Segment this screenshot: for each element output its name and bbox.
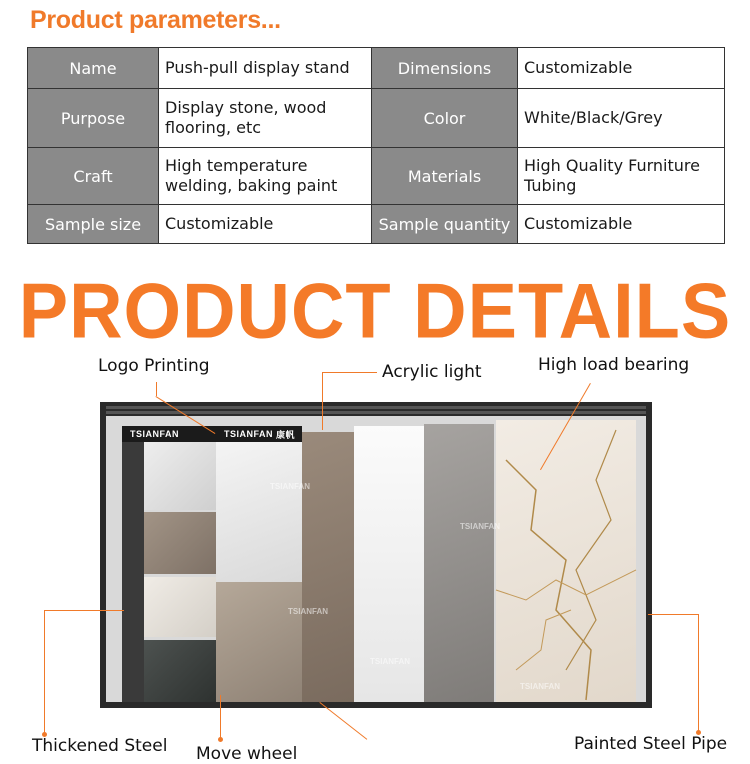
- callout-acrylic-light: Acrylic light: [382, 362, 482, 382]
- callout-thickened-steel: Thickened Steel: [32, 736, 168, 756]
- callout-line: [698, 614, 699, 732]
- callout-line: [44, 610, 45, 734]
- callout-line: [220, 695, 221, 739]
- callout-move-wheel: Move wheel: [196, 744, 298, 764]
- brand-strip: [216, 426, 302, 442]
- sample-panel: [302, 432, 354, 702]
- param-label: Purpose: [28, 89, 159, 148]
- top-rail: [106, 411, 646, 414]
- param-value: High temperature welding, baking paint: [159, 148, 372, 205]
- sample-panel: [122, 426, 144, 702]
- product-details-title: PRODUCT DETAILS: [18, 266, 732, 355]
- sample-panel: [144, 442, 216, 510]
- sample-panel: [144, 577, 216, 637]
- brand-strip: [122, 426, 216, 442]
- sample-panel: [144, 512, 216, 574]
- param-label: Dimensions: [372, 48, 518, 89]
- table-row: [28, 48, 725, 89]
- watermark: TSIANFAN: [370, 657, 410, 666]
- watermark: TSIANFAN: [270, 482, 310, 491]
- param-label: Materials: [372, 148, 518, 205]
- watermark: TSIANFAN: [288, 607, 328, 616]
- callout-high-load-bearing: High load bearing: [538, 355, 690, 375]
- callout-line: [156, 382, 157, 396]
- watermark: TSIANFAN: [520, 682, 560, 691]
- param-value: Display stone, wood flooring, etc: [159, 89, 372, 148]
- callout-logo-printing: Logo Printing: [98, 356, 210, 376]
- callout-line: [44, 610, 124, 611]
- callout-dot: [218, 737, 223, 742]
- gold-vein-panel: [496, 420, 636, 702]
- param-label: Sample quantity: [372, 205, 518, 244]
- param-label: Name: [28, 48, 159, 89]
- product-parameters-heading: [30, 6, 281, 35]
- brand-cn-text: 康帆: [276, 429, 296, 440]
- table-row: [28, 205, 725, 244]
- param-value: Customizable: [518, 205, 725, 244]
- param-value: White/Black/Grey: [518, 89, 725, 148]
- watermark: TSIANFAN: [460, 522, 500, 531]
- heading-text: Product parameters: [30, 6, 261, 34]
- marble-veins: [496, 420, 636, 702]
- param-label: Craft: [28, 148, 159, 205]
- sample-panel: [216, 582, 302, 702]
- param-value: Push-pull display stand: [159, 48, 372, 89]
- callout-line: [322, 372, 377, 373]
- brand-text: TSIANFAN: [130, 429, 179, 439]
- sample-panel: [144, 640, 216, 702]
- table-row: [28, 89, 725, 148]
- callout-painted-steel-pipe: Painted Steel Pipe: [574, 734, 728, 754]
- callout-line: [648, 614, 698, 615]
- param-value: Customizable: [159, 205, 372, 244]
- param-label: Sample size: [28, 205, 159, 244]
- param-value: High Quality Furniture Tubing: [518, 148, 725, 205]
- heading-ellipsis: ...: [260, 6, 281, 34]
- param-label: Color: [372, 89, 518, 148]
- top-rail: [106, 406, 646, 409]
- param-value: Customizable: [518, 48, 725, 89]
- brand-text: TSIANFAN: [224, 429, 273, 439]
- display-stand-image: [100, 402, 652, 708]
- sample-panel: [424, 424, 494, 702]
- parameters-table: [27, 47, 725, 244]
- table-row: [28, 148, 725, 205]
- callout-line: [322, 372, 323, 430]
- sample-panel: [216, 442, 302, 592]
